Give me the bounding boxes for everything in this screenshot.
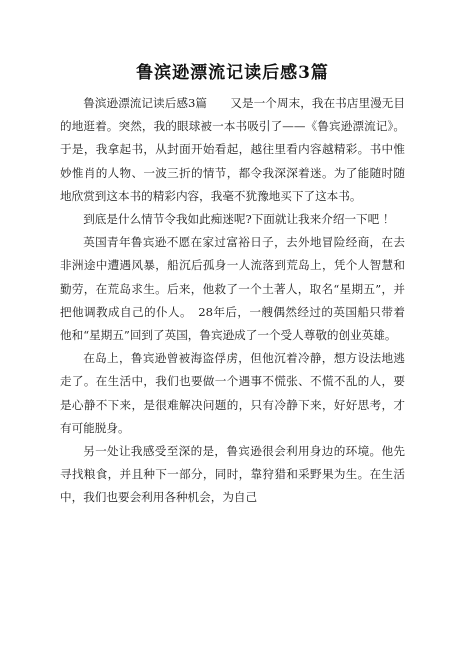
paragraph-5: 另一处让我感受至深的是，鲁宾逊很会利用身边的环境。他先寻找粮食，并且种下一部分，同时，靠狩猎和采野果为生。在生活中，我们也要会利用各种机会，为自己 <box>60 444 405 505</box>
paragraph-1: 鲁滨逊漂流记读后感3篇 又是一个周末，我在书店里漫无目的地逛着。突然，我的眼球被一本书吸引了——《鲁宾逊漂流记》。于是，我拿起书，从封面开始看起，越往里看内容越精彩。书中惟妙惟肖的人物、一波三折的情节，都令我深深着迷。为了能随时随地欣赏到这本书的精彩内容，我毫不犹豫地买下了这本书。 <box>60 96 405 203</box>
paragraph-4: 在岛上，鲁宾逊曾被海盗俘虏，但他沉着冷静，想方设法地逃走了。在生活中，我们也要做一个遇事不慌张、不慌不乱的人，要是心静不下来，是很难解决问题的，只有冷静下来，好好思考，才有可能脱身。 <box>60 351 405 435</box>
paragraph-3: 英国青年鲁宾逊不愿在家过富裕日子，去外地冒险经商，在去非洲途中遭遇风暴，船沉后孤身一人流落到荒岛上，凭个人智慧和勤劳，在荒岛求生。后来，他救了一个土著人，取名“星期五”，并把他调教成自己的仆人。 28年后，一艘偶然经过的英国船只带着他和“星期五”回到了英国，鲁宾逊成了一个受人尊敬的创业英雄。 <box>60 235 405 343</box>
document-body <box>60 92 405 510</box>
document-title: 鲁滨逊漂流记读后感3篇 <box>136 63 329 83</box>
paragraph-2: 到底是什么情节令我如此痴迷呢?下面就让我来介绍一下吧 ！ <box>83 212 395 227</box>
